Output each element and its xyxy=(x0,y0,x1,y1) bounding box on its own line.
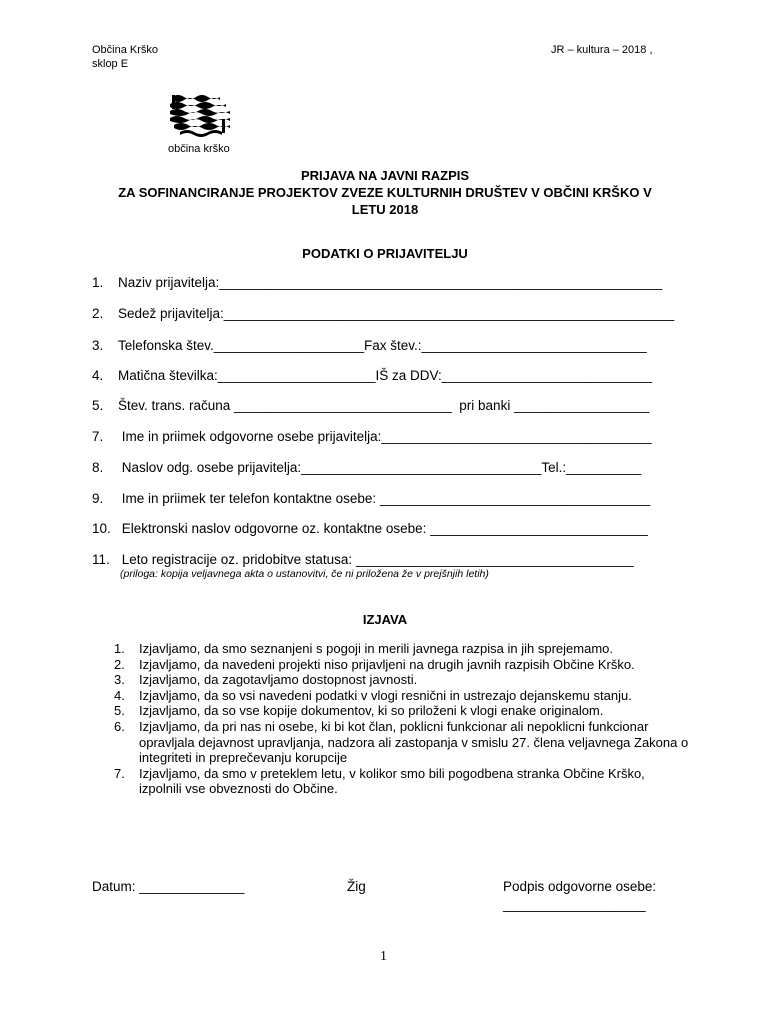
field-text: Naslov odg. osebe prijavitelja:________________________________Tel.:__________ xyxy=(118,460,642,475)
title-line-3: LETU 2018 xyxy=(351,202,419,217)
field-text: Ime in priimek odgovorne osebe prijavitelja:____________________________________ xyxy=(118,429,652,444)
item-text: Izjavljamo, da zagotavljamo dostopnost javnosti. xyxy=(139,672,418,688)
field-text: Elektronski naslov odgovorne oz. kontaktne osebe: _____________________________ xyxy=(118,521,648,536)
form-field-email[interactable] xyxy=(92,521,648,537)
section-heading-declaration: IZJAVA xyxy=(362,612,408,627)
form-field-registry-vat[interactable] xyxy=(92,368,652,384)
field-number: 5. xyxy=(92,398,104,413)
obcina-krsko-logo-icon xyxy=(170,93,234,137)
item-text: Izjavljamo, da so vsi navedeni podatki v vlogi resnični in ustrezajo dejanskemu stanju. xyxy=(139,687,632,703)
item-number: 3. xyxy=(114,672,125,688)
stamp-label: Žig xyxy=(347,879,366,894)
field-text: Telefonska štev.____________________Fax štev.:______________________________ xyxy=(118,338,647,353)
item-number: 4. xyxy=(114,687,125,703)
item-text: Izjavljamo, da navedeni projekti niso prijavljeni na drugih javnih razpisih Občine Krško. xyxy=(139,656,635,672)
attachment-note: (priloga: kopija veljavnega akta o ustanovitvi, če ni priložena že v prejšnjih letih) xyxy=(120,568,489,580)
field-number: 1. xyxy=(92,275,104,290)
field-number: 10. xyxy=(92,521,111,536)
item-text: Izjavljamo, da smo v preteklem letu, v kolikor smo bili pogodbena stranka Občine Krško, izpolnili vse obveznosti do Občine. xyxy=(139,765,645,797)
item-number: 1. xyxy=(114,641,125,656)
item-text: Izjavljamo, da smo seznanjeni s pogoji in merili javnega razpisa in jih sprejemamo. xyxy=(139,641,613,656)
field-text: Naziv prijavitelja:___________________________________________________________ xyxy=(118,275,663,290)
form-field-registration-year[interactable] xyxy=(92,552,634,568)
document-title xyxy=(80,167,690,218)
field-number: 3. xyxy=(92,338,104,353)
title-line-1: PRIJAVA NA JAVNI RAZPIS xyxy=(300,168,470,183)
header-municipality xyxy=(92,43,158,71)
section-heading-applicant: PODATKI O PRIJAVITELJU xyxy=(302,246,468,261)
signature-label: Podpis odgovorne osebe: xyxy=(503,879,657,894)
field-text: Ime in priimek ter telefon kontaktne osebe: ____________________________________ xyxy=(118,491,651,506)
date-field[interactable]: Datum: ______________ xyxy=(92,879,245,894)
list-item xyxy=(114,641,689,657)
form-field-name[interactable] xyxy=(92,275,662,291)
form-field-phone-fax[interactable] xyxy=(92,338,647,354)
form-field-responsible-person[interactable] xyxy=(92,429,652,445)
item-number: 7. xyxy=(114,765,125,781)
field-number: 7. xyxy=(92,429,104,444)
field-number: 11. xyxy=(92,552,110,567)
field-text: Matična številka:_____________________IŠ za DDV:____________________________ xyxy=(118,368,652,383)
field-text: Štev. trans. računa _____________________________ pri banki __________________ xyxy=(118,398,650,413)
form-field-responsible-address[interactable] xyxy=(92,460,641,476)
field-text: Leto registracije oz. pridobitve statusa: _____________________________________ xyxy=(118,552,634,567)
list-item xyxy=(114,672,689,688)
item-number: 6. xyxy=(114,718,125,734)
logo-caption: občina krško xyxy=(168,143,230,155)
list-item xyxy=(114,703,689,719)
page-number: 1 xyxy=(380,949,387,964)
field-number: 2. xyxy=(92,306,104,321)
item-number: 5. xyxy=(114,703,125,719)
field-number: 8. xyxy=(92,460,104,475)
form-field-seat[interactable] xyxy=(92,306,674,322)
field-text: Sedež prijavitelja:____________________________________________________________ xyxy=(118,306,675,321)
title-line-2: ZA SOFINANCIRANJE PROJEKTOV ZVEZE KULTURNIH DRUŠTEV V OBČINI KRŠKO V xyxy=(118,185,652,200)
field-number: 9. xyxy=(92,491,104,506)
list-item xyxy=(114,657,689,673)
item-number: 2. xyxy=(114,656,125,672)
form-field-contact-person[interactable] xyxy=(92,491,650,507)
item-text: Izjavljamo, da pri nas ni osebe, ki bi kot član, poklicni funkcionar ali nepoklicni funkcionar opravljala dejavnost upravljanja, nadzora ali zastopanja v smislu 27. člena veljavnega Zakona o integriteti in preprečevanju korupcije xyxy=(139,718,689,766)
list-item xyxy=(114,766,689,797)
header-lot: sklop E xyxy=(92,58,129,70)
form-field-bank-account[interactable] xyxy=(92,398,649,414)
list-item xyxy=(114,719,689,766)
header-municipality-name: Občina Krško xyxy=(92,44,159,56)
declaration-list xyxy=(114,641,689,797)
list-item xyxy=(114,688,689,704)
signature-line[interactable]: ___________________ xyxy=(503,897,646,912)
field-number: 4. xyxy=(92,368,104,383)
item-text: Izjavljamo, da so vse kopije dokumentov, ki so priloženi k vlogi enake originalom. xyxy=(139,703,604,719)
header-reference: JR – kultura – 2018 , xyxy=(551,44,653,56)
